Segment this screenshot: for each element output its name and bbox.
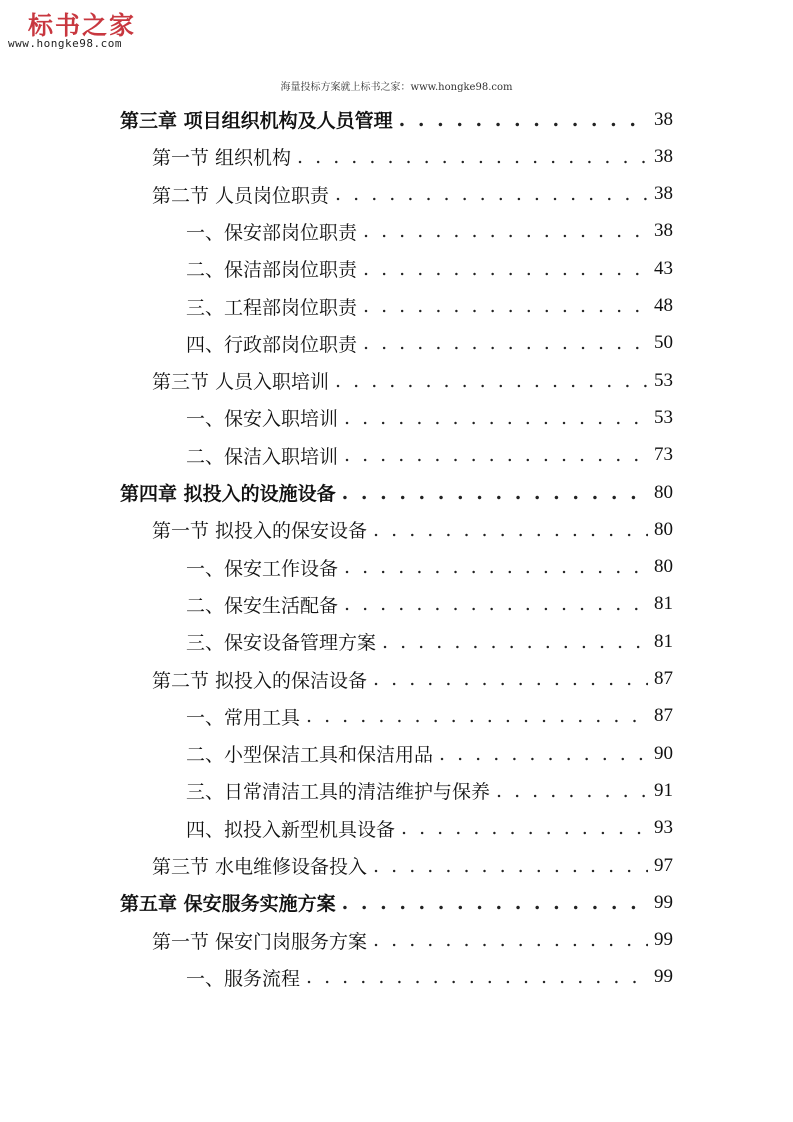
- toc-entry[interactable]: [186, 250, 673, 287]
- toc-entry-page-number: 53: [654, 406, 673, 428]
- toc-dot-leader: [297, 146, 648, 168]
- toc-entry[interactable]: [186, 288, 673, 325]
- toc-dot-leader: [344, 593, 648, 615]
- toc-dot-leader: [342, 892, 648, 914]
- toc-entry-page-number: 93: [654, 817, 673, 839]
- toc-entry-title: 四、拟投入新型机具设备: [186, 818, 396, 841]
- toc-entry[interactable]: [120, 474, 673, 511]
- toc-entry-title: 二、保安生活配备: [186, 594, 339, 617]
- toc-dot-leader: [399, 109, 648, 131]
- toc-entry-page-number: 80: [654, 481, 673, 503]
- toc-entry-page-number: 99: [654, 891, 673, 913]
- toc-entry[interactable]: [152, 922, 673, 959]
- toc-dot-leader: [335, 370, 648, 392]
- toc-entry-title: 一、保安工作设备: [186, 557, 339, 580]
- toc-entry[interactable]: [186, 437, 673, 474]
- toc-entry-title: 三、日常清洁工具的清洁维护与保养: [186, 781, 491, 804]
- toc-entry[interactable]: [120, 884, 673, 921]
- logo-url: www.hongke98.com: [8, 37, 122, 50]
- toc-entry-page-number: 99: [654, 929, 673, 951]
- toc-entry[interactable]: [186, 623, 673, 660]
- toc-dot-leader: [373, 855, 648, 877]
- toc-dot-leader: [496, 780, 648, 802]
- toc-entry-title: 一、服务流程: [186, 967, 301, 990]
- toc-entry-title: 第二节 拟投入的保洁设备: [152, 669, 368, 692]
- toc-entry[interactable]: [186, 586, 673, 623]
- toc-entry-page-number: 38: [654, 183, 673, 205]
- toc-entry-page-number: 80: [654, 556, 673, 578]
- toc-dot-leader: [335, 183, 648, 205]
- toc-dot-leader: [344, 407, 648, 429]
- toc-entry-page-number: 81: [654, 630, 673, 652]
- toc-entry-title: 第一节 保安门岗服务方案: [152, 930, 368, 953]
- toc-dot-leader: [363, 295, 648, 317]
- toc-entry-title: 第一节 拟投入的保安设备: [152, 520, 368, 543]
- site-logo: [8, 4, 178, 54]
- toc-entry-page-number: 97: [654, 854, 673, 876]
- toc-entry-page-number: 99: [654, 966, 673, 988]
- toc-entry[interactable]: [152, 661, 673, 698]
- toc-entry-title: 第二节 人员岗位职责: [152, 184, 330, 207]
- toc-entry[interactable]: [152, 511, 673, 548]
- toc-dot-leader: [382, 631, 648, 653]
- toc-entry-page-number: 80: [654, 518, 673, 540]
- toc-entry-page-number: 90: [654, 742, 673, 764]
- toc-entry-page-number: 87: [654, 668, 673, 689]
- toc-entry[interactable]: [186, 399, 673, 436]
- toc-dot-leader: [373, 519, 648, 541]
- toc-entry-title: 一、保安部岗位职责: [186, 221, 358, 244]
- toc-entry-page-number: 81: [654, 593, 673, 615]
- toc-dot-leader: [363, 258, 648, 280]
- toc-dot-leader: [373, 668, 648, 690]
- header-note: 海量投标方案就上标书之家：www.hongke98.com: [280, 82, 513, 93]
- toc-entry[interactable]: [186, 810, 673, 847]
- toc-entry-title: 二、保洁入职培训: [186, 445, 339, 468]
- toc-entry-page-number: 38: [654, 145, 673, 167]
- toc-entry-page-number: 73: [654, 444, 673, 466]
- toc-entry-page-number: 53: [654, 369, 673, 391]
- toc-entry[interactable]: [120, 101, 673, 138]
- toc-dot-leader: [342, 482, 648, 504]
- toc-entry[interactable]: [152, 176, 673, 213]
- toc-entry-title: 一、保安入职培训: [186, 408, 339, 431]
- toc-entry-page-number: 91: [654, 779, 673, 801]
- toc-entry-title: 第三章 项目组织机构及人员管理: [120, 110, 393, 132]
- toc-entry[interactable]: [186, 959, 673, 996]
- toc-entry-title: 第三节 人员入职培训: [152, 371, 330, 394]
- toc-entry-title: 一、常用工具: [186, 706, 301, 729]
- logo-title: 标书之家: [28, 11, 137, 40]
- toc-entry-title: 二、小型保洁工具和保洁用品: [186, 744, 434, 767]
- toc-entry[interactable]: [186, 772, 673, 809]
- toc-entry-page-number: 87: [654, 705, 673, 727]
- toc-entry-page-number: 38: [654, 220, 673, 242]
- toc-entry-title: 三、工程部岗位职责: [186, 296, 358, 319]
- toc-entry[interactable]: [152, 138, 673, 175]
- toc-dot-leader: [401, 817, 648, 839]
- toc-entry[interactable]: [186, 549, 673, 586]
- toc-dot-leader: [439, 743, 648, 765]
- toc-entry-page-number: 43: [654, 257, 673, 279]
- toc-entry-page-number: 48: [654, 295, 673, 316]
- toc-dot-leader: [306, 705, 648, 727]
- toc-entry-title: 第一节 组织机构: [152, 147, 292, 170]
- toc-entry-title: 二、保洁部岗位职责: [186, 259, 358, 282]
- toc-entry-page-number: 38: [654, 108, 673, 130]
- toc-entry[interactable]: [186, 698, 673, 735]
- toc-entry[interactable]: [152, 362, 673, 399]
- toc-dot-leader: [373, 929, 648, 951]
- toc-entry-title: 第五章 保安服务实施方案: [120, 893, 336, 916]
- toc-dot-leader: [306, 966, 648, 988]
- toc-entry-title: 第三节 水电维修设备投入: [152, 856, 368, 878]
- toc-dot-leader: [344, 556, 648, 578]
- toc-entry-title: 四、行政部岗位职责: [186, 333, 358, 356]
- toc-entry-title: 三、保安设备管理方案: [186, 632, 377, 655]
- toc-entry[interactable]: [152, 847, 673, 884]
- toc-entry-title: 第四章 拟投入的设施设备: [120, 483, 336, 505]
- toc-dot-leader: [363, 220, 648, 242]
- toc-dot-leader: [344, 444, 648, 466]
- toc-entry[interactable]: [186, 213, 673, 250]
- toc-entry[interactable]: [186, 325, 673, 362]
- toc-entry[interactable]: [186, 735, 673, 772]
- toc-entry-page-number: 50: [654, 332, 673, 354]
- toc-dot-leader: [363, 332, 648, 354]
